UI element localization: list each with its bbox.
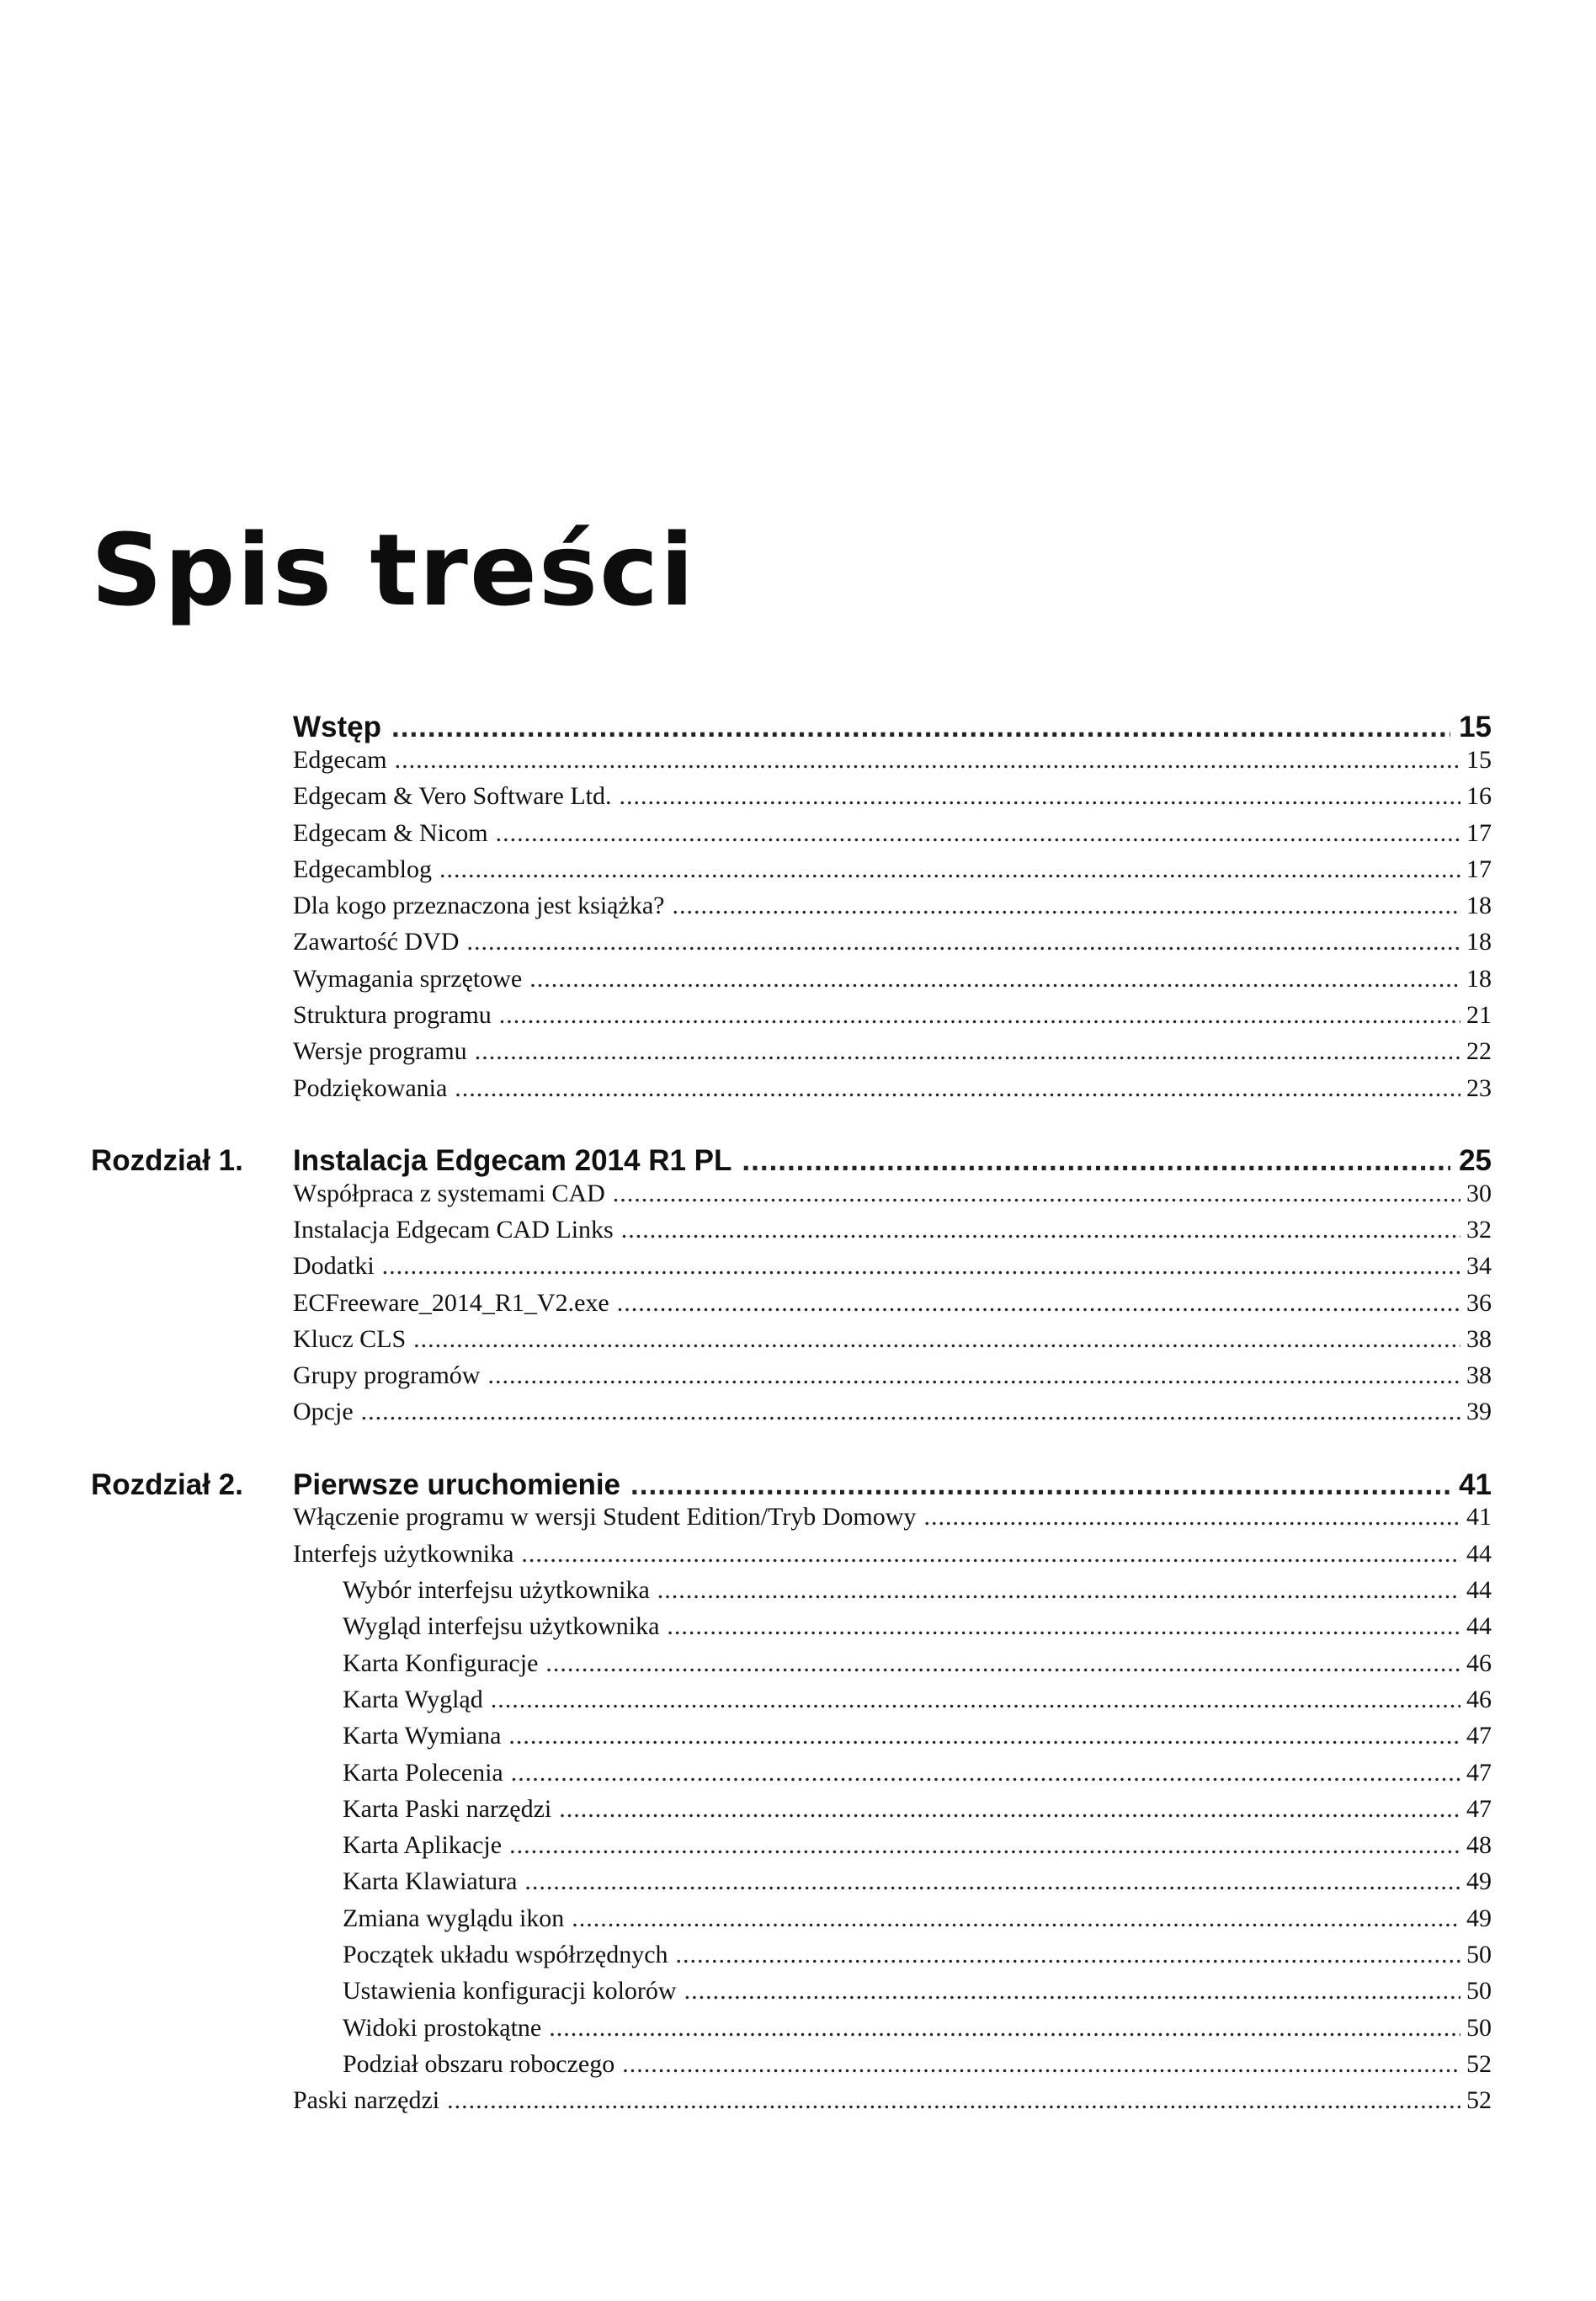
dot-leader <box>923 1505 1460 1530</box>
chapter-title: Pierwsze uruchomienie <box>293 1467 621 1501</box>
entry-title: Widoki prostokątne <box>343 2014 542 2042</box>
entry-page-number: 46 <box>1466 1649 1492 1677</box>
toc-subsection-entry[interactable] <box>343 1651 1492 1676</box>
toc-subsection-entry[interactable] <box>343 1833 1492 1858</box>
entry-page-number: 32 <box>1466 1216 1492 1244</box>
dot-leader <box>657 1578 1460 1603</box>
entry-title: Grupy programów <box>293 1361 481 1389</box>
toc-section-entry[interactable] <box>293 821 1492 846</box>
entry-title: Podziękowania <box>293 1074 448 1102</box>
entry-page-number: 30 <box>1466 1180 1492 1207</box>
dot-leader <box>447 2088 1460 2113</box>
entry-page-number: 22 <box>1466 1037 1492 1065</box>
dot-leader <box>509 1833 1460 1858</box>
toc-section-entry[interactable] <box>293 1291 1492 1316</box>
entry-title: Włączenie programu w wersji Student Edition/Tryb Domowy <box>293 1503 917 1531</box>
dot-leader <box>622 2052 1460 2077</box>
toc-subsection-entry[interactable] <box>343 1687 1492 1712</box>
entry-title: Paski narzędzi <box>293 2086 440 2114</box>
toc-section-entry[interactable] <box>293 857 1492 882</box>
chapter-page-number: 15 <box>1459 711 1492 743</box>
dot-leader <box>413 1327 1460 1352</box>
entry-title: Karta Wymiana <box>343 1722 502 1750</box>
dot-leader <box>475 1039 1460 1064</box>
entry-title: Zawartość DVD <box>293 928 460 956</box>
entry-title: Karta Wygląd <box>343 1686 483 1713</box>
toc-chapter-heading[interactable] <box>293 1467 1492 1501</box>
entry-page-number: 52 <box>1466 2050 1492 2078</box>
entry-title: Początek układu współrzędnych <box>343 1941 668 1968</box>
toc-subsection-entry[interactable] <box>343 1723 1492 1749</box>
entry-page-number: 47 <box>1466 1759 1492 1787</box>
dot-leader <box>620 784 1460 809</box>
entry-title: Dodatki <box>293 1252 375 1280</box>
dot-leader <box>672 893 1460 919</box>
entry-page-number: 15 <box>1466 746 1492 774</box>
entry-page-number: 50 <box>1466 2014 1492 2042</box>
toc-section-entry[interactable] <box>293 929 1492 955</box>
entry-page-number: 49 <box>1466 1904 1492 1932</box>
entry-title: Podział obszaru roboczego <box>343 2050 615 2078</box>
entry-title: ECFreeware_2014_R1_V2.exe <box>293 1289 609 1317</box>
entry-page-number: 41 <box>1466 1503 1492 1531</box>
toc-subsection-entry[interactable] <box>343 1578 1492 1603</box>
entry-title: Karta Paski narzędzi <box>343 1795 552 1823</box>
dot-leader <box>521 1542 1460 1567</box>
toc-section-entry[interactable] <box>293 1217 1492 1243</box>
chapter-title: Wstęp <box>293 711 381 743</box>
dot-leader <box>395 748 1460 773</box>
entry-title: Dla kogo przeznaczona jest książka? <box>293 892 665 919</box>
dot-leader <box>617 1291 1460 1316</box>
entry-title: Instalacja Edgecam CAD Links <box>293 1216 614 1244</box>
toc-chapter-heading[interactable] <box>293 712 1492 742</box>
dot-leader <box>529 967 1460 992</box>
dot-leader <box>559 1797 1460 1822</box>
page-title: Spis treści <box>91 512 696 628</box>
toc-subsection-entry[interactable] <box>343 1614 1492 1639</box>
entry-page-number: 50 <box>1466 1941 1492 1968</box>
toc-section-entry[interactable] <box>293 1039 1492 1064</box>
toc-section-entry[interactable] <box>293 1363 1492 1388</box>
entry-page-number: 47 <box>1466 1795 1492 1823</box>
entry-title: Interfejs użytkownika <box>293 1540 514 1568</box>
toc-subsection-entry[interactable] <box>343 1906 1492 1931</box>
entry-title: Struktura programu <box>293 1001 492 1029</box>
entry-page-number: 23 <box>1466 1074 1492 1102</box>
toc-section-entry[interactable] <box>293 1181 1492 1206</box>
entry-page-number: 46 <box>1466 1686 1492 1713</box>
dot-leader <box>742 1146 1450 1175</box>
toc-subsection-entry[interactable] <box>343 1760 1492 1786</box>
entry-page-number: 44 <box>1466 1540 1492 1568</box>
toc-subsection-entry[interactable] <box>343 2052 1492 2077</box>
dot-leader <box>487 1363 1460 1388</box>
toc-section-entry[interactable] <box>293 1542 1492 1567</box>
toc-section-entry[interactable] <box>293 1076 1492 1101</box>
toc-subsection-entry[interactable] <box>343 1797 1492 1822</box>
dot-leader <box>621 1217 1460 1243</box>
dot-leader <box>491 1687 1460 1712</box>
entry-page-number: 36 <box>1466 1289 1492 1317</box>
toc-chapter-heading[interactable] <box>293 1143 1492 1177</box>
toc-section-entry[interactable] <box>293 784 1492 809</box>
toc-section-entry[interactable] <box>293 748 1492 773</box>
entry-page-number: 44 <box>1466 1612 1492 1640</box>
toc-subsection-entry[interactable] <box>343 2016 1492 2041</box>
entry-page-number: 49 <box>1466 1867 1492 1895</box>
dot-leader <box>572 1906 1460 1931</box>
chapter-page-number: 41 <box>1459 1467 1492 1501</box>
entry-page-number: 39 <box>1466 1398 1492 1425</box>
dot-leader <box>361 1399 1460 1425</box>
dot-leader <box>630 1470 1450 1499</box>
entry-page-number: 17 <box>1466 855 1492 883</box>
dot-leader <box>684 1979 1460 2004</box>
entry-page-number: 18 <box>1466 965 1492 993</box>
dot-leader <box>391 712 1450 742</box>
entry-title: Karta Klawiatura <box>343 1867 518 1895</box>
entry-title: Edgecamblog <box>293 855 432 883</box>
chapter-label: Rozdział 1. <box>91 1143 243 1177</box>
chapter-label: Rozdział 2. <box>91 1467 243 1501</box>
dot-leader <box>667 1614 1460 1639</box>
entry-page-number: 21 <box>1466 1001 1492 1029</box>
dot-leader <box>613 1181 1460 1206</box>
entry-page-number: 34 <box>1466 1252 1492 1280</box>
toc-section-entry[interactable] <box>293 1254 1492 1279</box>
dot-leader <box>496 821 1460 846</box>
entry-page-number: 52 <box>1466 2086 1492 2114</box>
entry-page-number: 38 <box>1466 1325 1492 1353</box>
entry-title: Karta Aplikacje <box>343 1831 503 1859</box>
entry-title: Karta Polecenia <box>343 1759 503 1787</box>
toc-section-entry[interactable] <box>293 1327 1492 1352</box>
dot-leader <box>466 929 1460 955</box>
toc-section-entry[interactable] <box>293 893 1492 919</box>
toc-section-entry[interactable] <box>293 1505 1492 1530</box>
dot-leader <box>524 1869 1460 1894</box>
dot-leader <box>499 1003 1460 1028</box>
toc-section-entry[interactable] <box>293 2088 1492 2113</box>
toc-subsection-entry[interactable] <box>343 1979 1492 2004</box>
entry-page-number: 17 <box>1466 819 1492 847</box>
entry-title: Edgecam & Vero Software Ltd. <box>293 782 612 810</box>
entry-title: Zmiana wyglądu ikon <box>343 1904 565 1932</box>
entry-page-number: 48 <box>1466 1831 1492 1859</box>
entry-page-number: 16 <box>1466 782 1492 810</box>
entry-title: Karta Konfiguracje <box>343 1649 539 1677</box>
entry-title: Edgecam <box>293 746 387 774</box>
entry-title: Ustawienia konfiguracji kolorów <box>343 1977 677 2005</box>
entry-title: Edgecam & Nicom <box>293 819 488 847</box>
entry-page-number: 38 <box>1466 1361 1492 1389</box>
entry-page-number: 50 <box>1466 1977 1492 2005</box>
entry-page-number: 18 <box>1466 928 1492 956</box>
entry-page-number: 44 <box>1466 1576 1492 1604</box>
entry-title: Wymagania sprzętowe <box>293 965 523 993</box>
entry-title: Opcje <box>293 1398 354 1425</box>
toc-subsection-entry[interactable] <box>343 1869 1492 1894</box>
toc-section-entry[interactable] <box>293 967 1492 992</box>
entry-title: Klucz CLS <box>293 1325 407 1353</box>
dot-leader <box>676 1942 1460 1968</box>
entry-page-number: 47 <box>1466 1722 1492 1750</box>
dot-leader <box>439 857 1460 882</box>
entry-title: Wygląd interfejsu użytkownika <box>343 1612 660 1640</box>
entry-title: Wybór interfejsu użytkownika <box>343 1576 650 1604</box>
chapter-title: Instalacja Edgecam 2014 R1 PL <box>293 1143 732 1177</box>
toc-section-entry[interactable] <box>293 1003 1492 1028</box>
dot-leader <box>511 1760 1460 1786</box>
toc-section-entry[interactable] <box>293 1399 1492 1425</box>
entry-title: Współpraca z systemami CAD <box>293 1180 605 1207</box>
dot-leader <box>508 1723 1460 1749</box>
toc-subsection-entry[interactable] <box>343 1942 1492 1968</box>
entry-page-number: 18 <box>1466 892 1492 919</box>
dot-leader <box>545 1651 1460 1676</box>
entry-title: Wersje programu <box>293 1037 467 1065</box>
dot-leader <box>382 1254 1460 1279</box>
dot-leader <box>455 1076 1460 1101</box>
dot-leader <box>549 2016 1460 2041</box>
chapter-page-number: 25 <box>1459 1143 1492 1177</box>
